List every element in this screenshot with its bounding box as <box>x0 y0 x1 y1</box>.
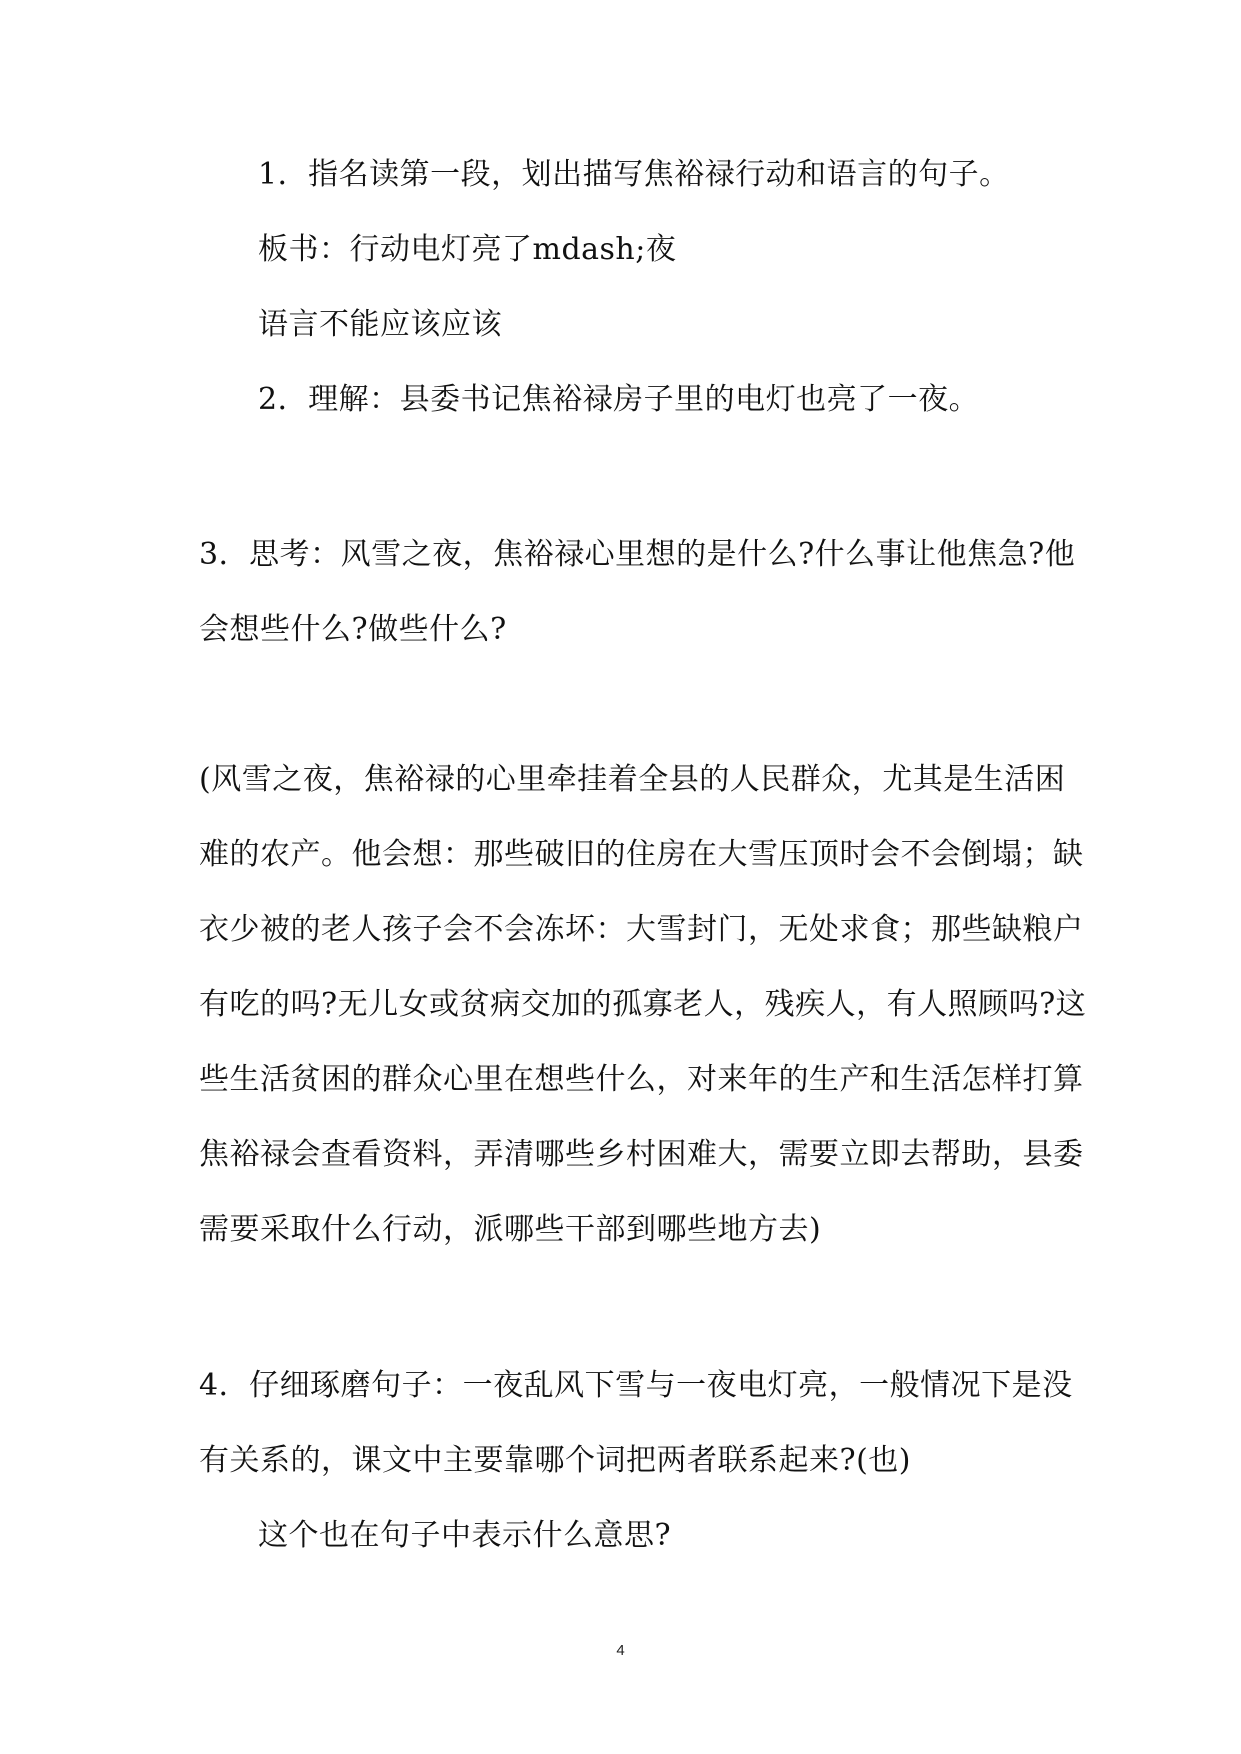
instruction-3-line-2: 会想些什么?做些什么? <box>199 612 507 647</box>
instruction-4-line-2: 有关系的，课文中主要靠哪个词把两者联系起来?(也) <box>199 1443 911 1478</box>
instruction-2: 2．理解：县委书记焦裕禄房子里的电灯也亮了一夜。 <box>258 382 980 417</box>
answer-paragraph-line-7: 需要采取什么行动，派哪些干部到哪些地方去) <box>199 1212 822 1247</box>
instruction-3-line-1: 3．思考：风雪之夜，焦裕禄心里想的是什么?什么事让他焦急?他 <box>199 537 1076 572</box>
blackboard-line-2: 语言不能应该应该 <box>258 307 502 342</box>
answer-paragraph-line-3: 衣少被的老人孩子会不会冻坏：大雪封门，无处求食；那些缺粮户 <box>199 912 1084 947</box>
answer-paragraph-line-2: 难的农产。他会想：那些破旧的住房在大雪压顶时会不会倒塌；缺 <box>199 837 1084 872</box>
instruction-1: 1．指名读第一段，划出描写焦裕禄行动和语言的句子。 <box>258 157 1010 192</box>
blackboard-line-1: 板书：行动电灯亮了mdash;夜 <box>258 232 677 267</box>
answer-paragraph-line-4: 有吃的吗?无儿女或贫病交加的孤寡老人，残疾人，有人照顾吗?这 <box>199 987 1087 1022</box>
answer-paragraph-line-6: 焦裕禄会查看资料，弄清哪些乡村困难大，需要立即去帮助，县委 <box>199 1137 1084 1172</box>
instruction-4-line-1: 4．仔细琢磨句子：一夜乱风下雪与一夜电灯亮，一般情况下是没 <box>199 1368 1073 1403</box>
answer-paragraph-line-5: 些生活贫困的群众心里在想些什么，对来年的生产和生活怎样打算 <box>199 1062 1084 1097</box>
page-number: 4 <box>616 1642 625 1659</box>
follow-up-question: 这个也在句子中表示什么意思? <box>258 1518 672 1553</box>
answer-paragraph-line-1: (风雪之夜，焦裕禄的心里牵挂着全县的人民群众，尤其是生活困 <box>199 762 1066 797</box>
